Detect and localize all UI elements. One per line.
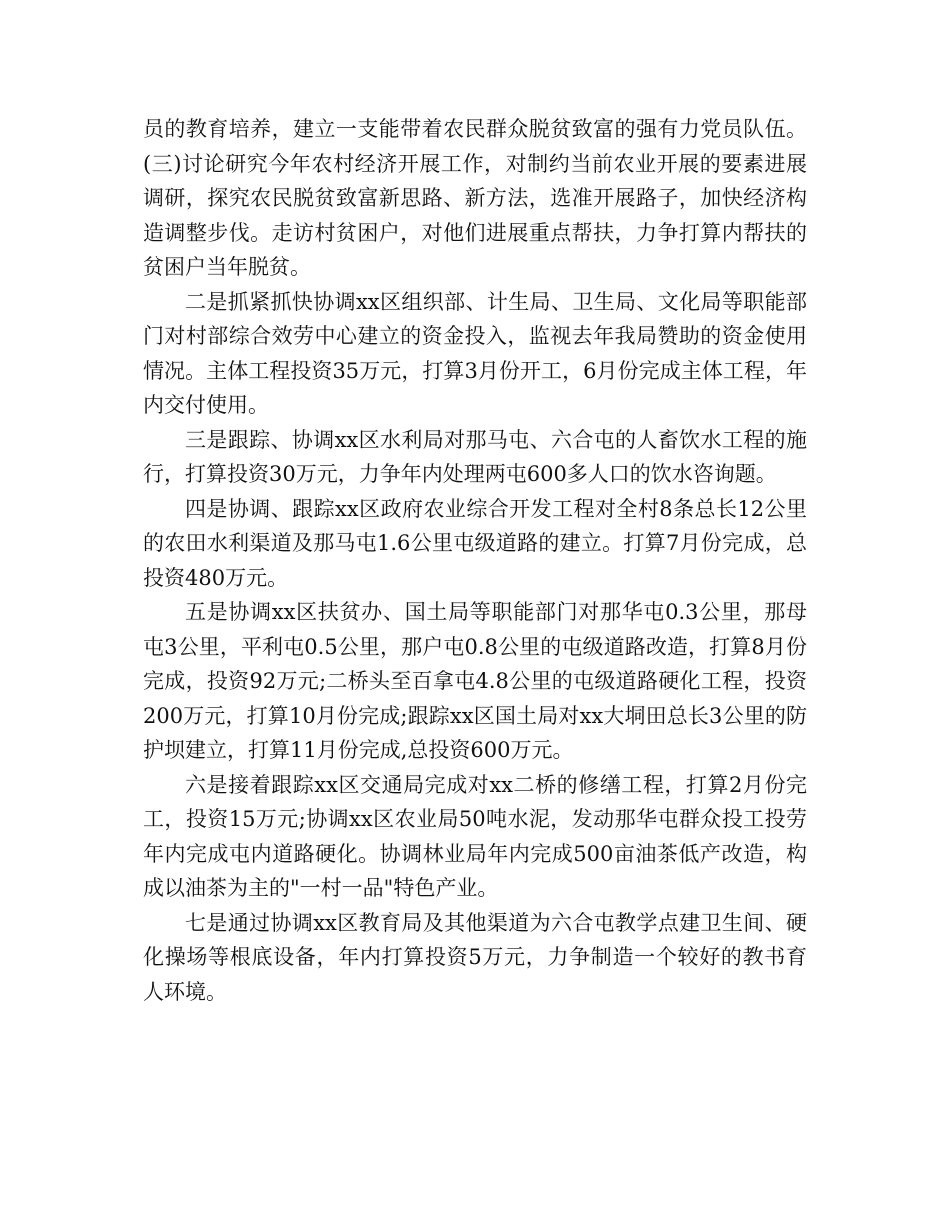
paragraph-item-4: 四是协调、跟踪xx区政府农业综合开发工程对全村8条总长12公里的农田水利渠道及那马屯1.6公里屯级道路的建立。打算7月份完成，总投资480万元。 [143, 496, 807, 590]
paragraph-item-6: 六是接着跟踪xx区交通局完成对xx二桥的修缮工程，打算2月份完工，投资15万元;协调xx区农业局50吨水泥，发动那华屯群众投工投劳年内完成屯内道路硬化。协调林业局年内完成500亩油茶低产改造，构成以油茶为主的"一村一品"特色产业。 [143, 772, 807, 900]
paragraph-item-7: 七是通过协调xx区教育局及其他渠道为六合屯教学点建卫生间、硬化操场等根底设备，年内打算投资5万元，力争制造一个较好的教书育人环境。 [143, 910, 807, 1004]
paragraph-item-3: 三是跟踪、协调xx区水利局对那马屯、六合屯的人畜饮水工程的施行，打算投资30万元，力争年内处理两屯600多人口的饮水咨询题。 [143, 427, 807, 486]
document-body [143, 112, 807, 1009]
paragraph-item-2: 二是抓紧抓快协调xx区组织部、计生局、卫生局、文化局等职能部门对村部综合效劳中心建立的资金投入，监视去年我局赞助的资金使用情况。主体工程投资35万元，打算3月份开工，6月份完成主体工程，年内交付使用。 [143, 289, 807, 417]
paragraph-item-5: 五是协调xx区扶贫办、国土局等职能部门对那华屯0.3公里，那母屯3公里，平利屯0.5公里，那户屯0.8公里的屯级道路改造，打算8月份完成，投资92万元;二桥头至百拿屯4.8公里的屯级道路硬化工程，投资200万元，打算10月份完成;跟踪xx区国土局对xx大垌田总长3公里的防护坝建立，打算11月份完成,总投资600万元。 [143, 600, 807, 762]
paragraph-continuation: 员的教育培养，建立一支能带着农民群众脱贫致富的强有力党员队伍。(三)讨论研究今年农村经济开展工作，对制约当前农业开展的要素进展调研，探究农民脱贫致富新思路、新方法，选准开展路子，加快经济构造调整步伐。走访村贫困户，对他们进展重点帮扶，力争打算内帮扶的贫困户当年脱贫。 [143, 117, 807, 279]
